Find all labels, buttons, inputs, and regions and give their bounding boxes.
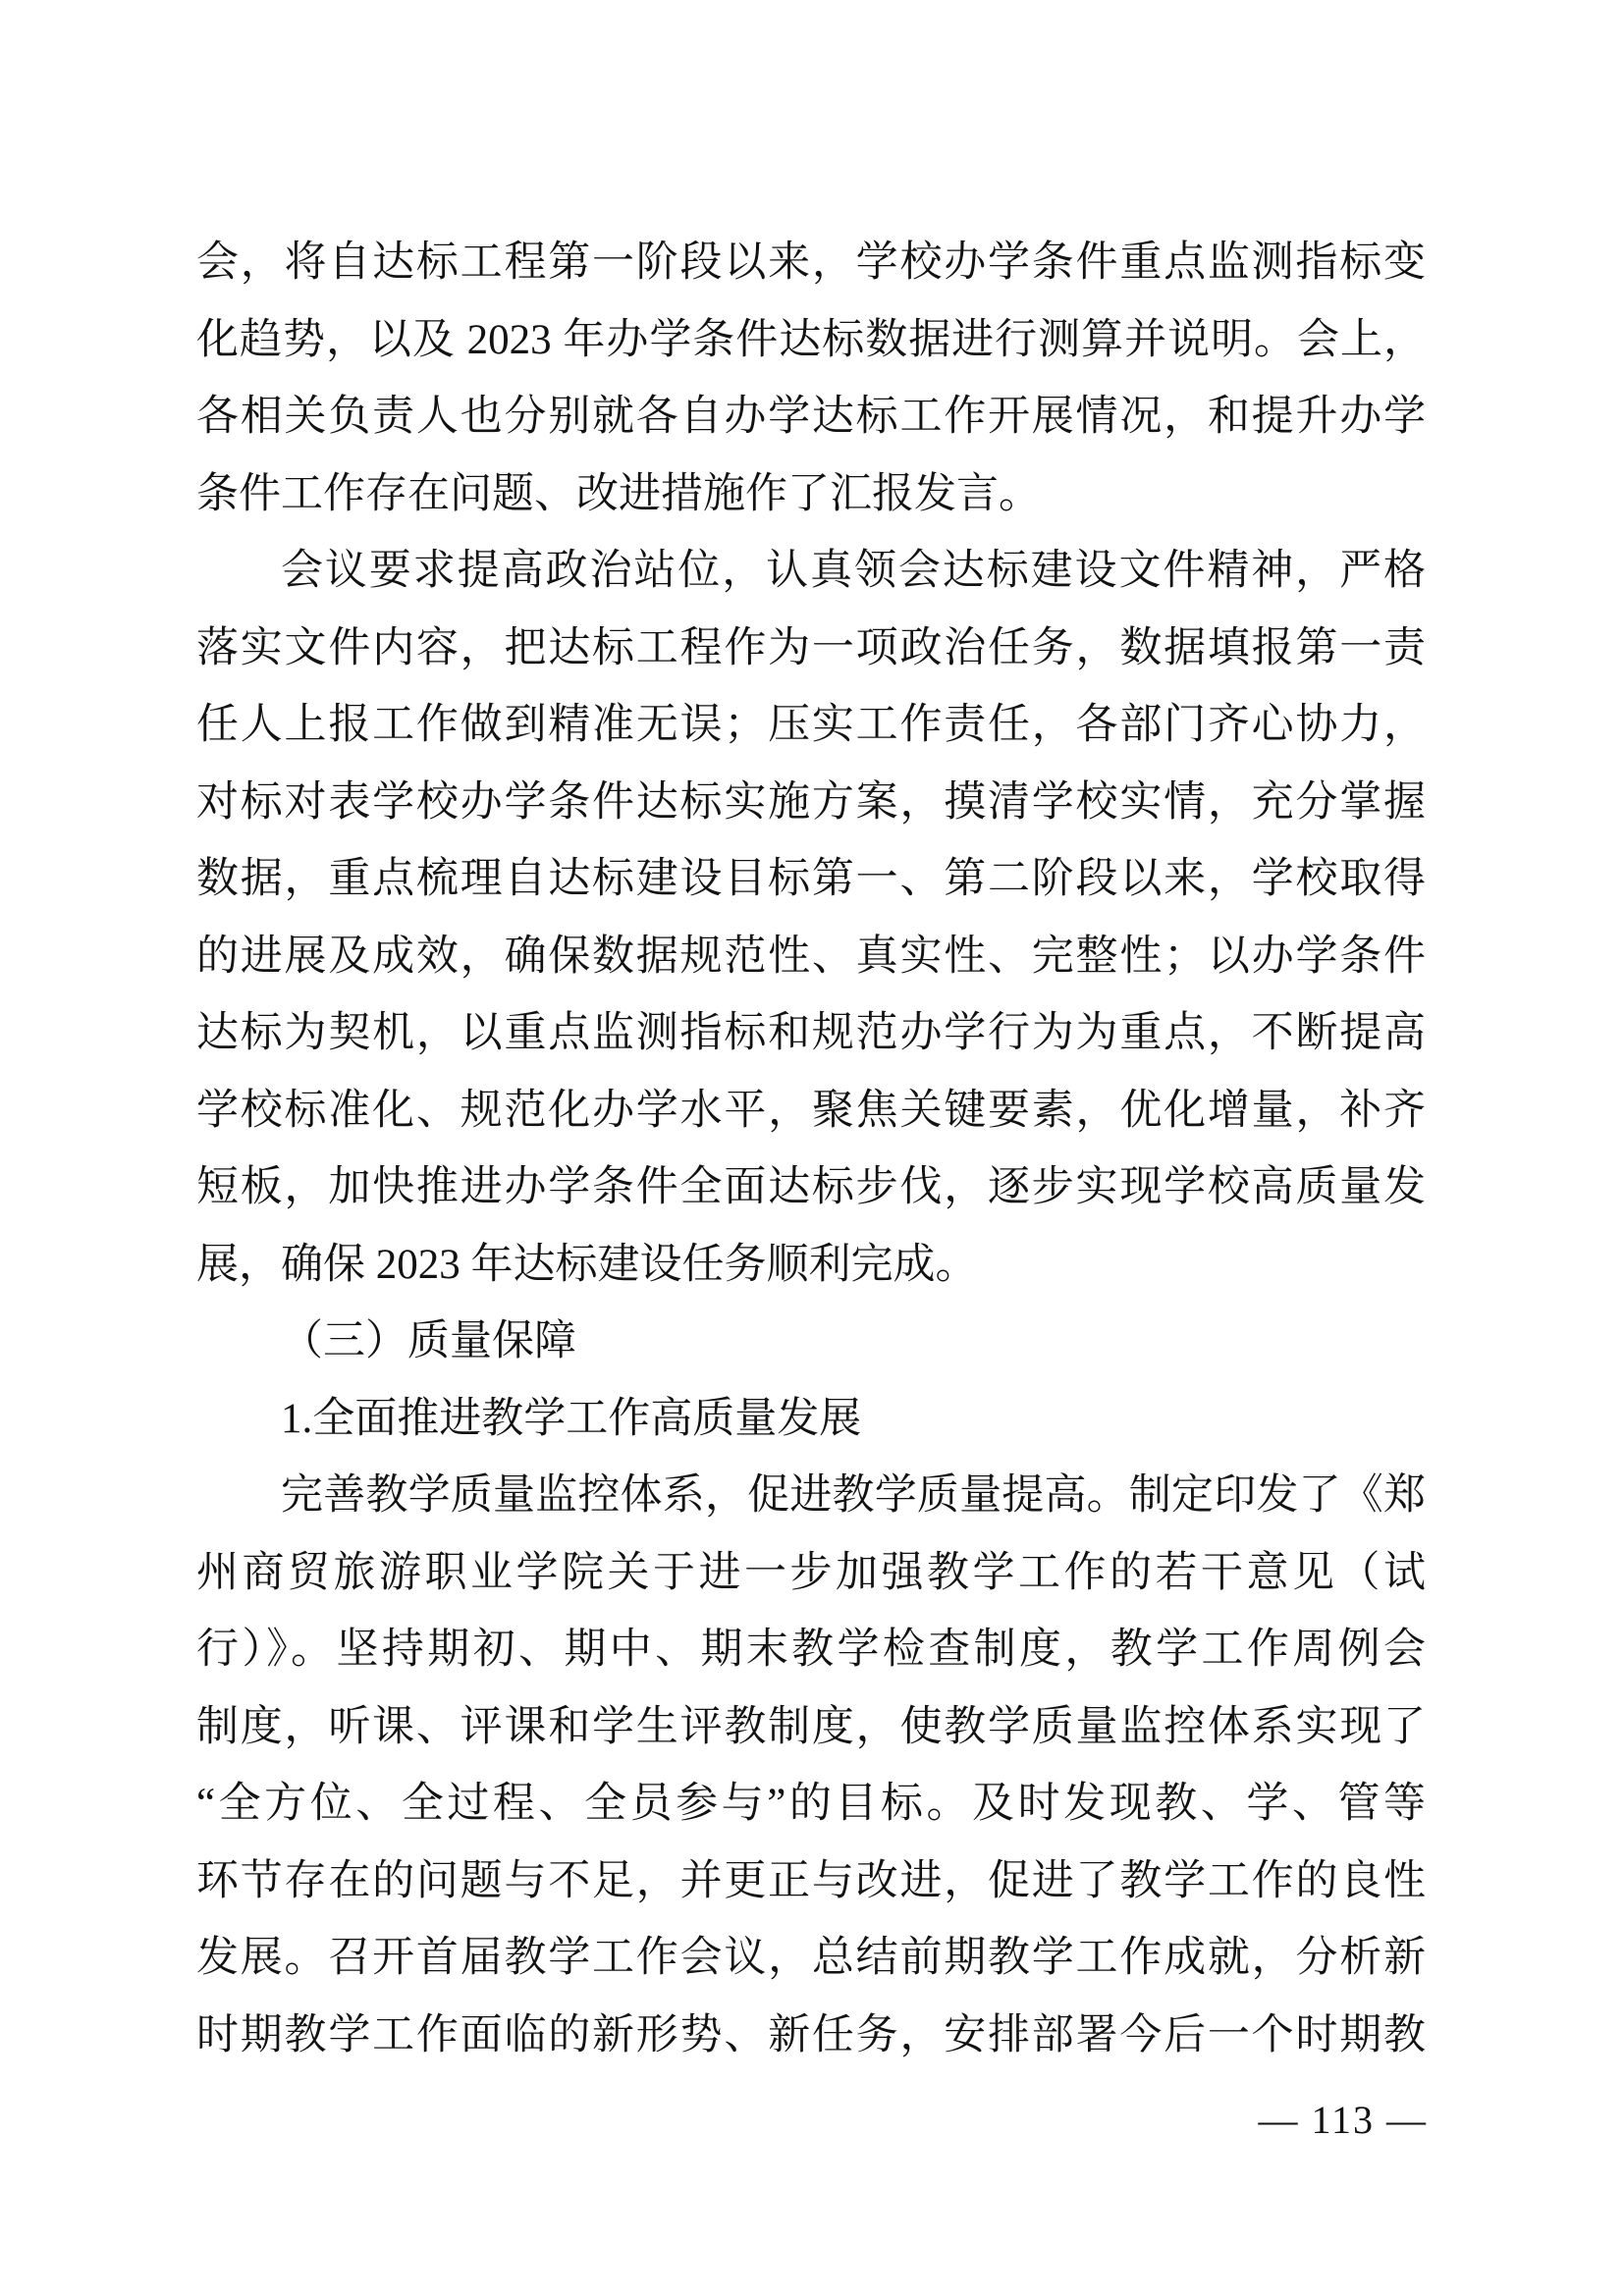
text-line: 时期教学工作面临的新形势、新任务，安排部署今后一个时期教 (196, 2011, 1426, 2058)
text-line: 对标对表学校办学条件达标实施方案，摸清学校实情，充分掌握 (196, 778, 1426, 826)
text-line: 短板，加快推进办学条件全面达标步伐，逐步实现学校高质量发 (196, 1164, 1426, 1210)
text-line: 落实文件内容，把达标工程作为一项政治任务，数据填报第一责 (196, 624, 1426, 671)
text-line: 会议要求提高政治站位，认真领会达标建设文件精神，严格 (281, 548, 1426, 594)
text-line: 数据，重点梳理自达标建设目标第一、第二阶段以来，学校取得 (196, 856, 1426, 902)
document-body (196, 225, 1426, 2074)
text-line: 1.全面推进教学工作高质量发展 (281, 1395, 862, 1442)
text-line: 发展。召开首届教学工作会议，总结前期教学工作成就，分析新 (196, 1935, 1426, 1981)
text-line: 化趋势，以及 2023 年办学条件达标数据进行测算并说明。会上， (196, 316, 1426, 363)
text-line: 完善教学质量监控体系，促进教学质量提高。制定印发了《郑 (281, 1472, 1426, 1519)
text-line: 会，将自达标工程第一阶段以来，学校办学条件重点监测指标变 (196, 240, 1426, 286)
text-line: 条件工作存在问题、改进措施作了汇报发言。 (196, 470, 1041, 517)
text-line: 达标为契机，以重点监测指标和规范办学行为为重点，不断提高 (196, 1010, 1426, 1056)
text-line: 学校标准化、规范化办学水平，聚焦关键要素，优化增量，补齐 (196, 1087, 1426, 1134)
text-line: 的进展及成效，确保数据规范性、真实性、完整性；以办学条件 (196, 933, 1426, 980)
page-number: — 113 — (1258, 2098, 1428, 2142)
text-line: （三）质量保障 (281, 1318, 576, 1364)
text-line: 任人上报工作做到精准无误；压实工作责任，各部门齐心协力， (196, 702, 1426, 748)
text-line: 各相关负责人也分别就各自办学达标工作开展情况，和提升办学 (196, 394, 1426, 440)
text-line: “全方位、全过程、全员参与”的目标。及时发现教、学、管等 (196, 1781, 1426, 1827)
text-line: 制度，听课、评课和学生评教制度，使教学质量监控体系实现了 (196, 1703, 1426, 1750)
text-line: 州商贸旅游职业学院关于进一步加强教学工作的若干意见（试 (196, 1549, 1426, 1596)
text-line: 行）》。坚持期初、期中、期末教学检查制度，教学工作周例会 (196, 1627, 1426, 1673)
text-line: 展，确保 2023 年达标建设任务顺利完成。 (196, 1241, 978, 1288)
text-line: 环节存在的问题与不足，并更正与改进，促进了教学工作的良性 (196, 1857, 1426, 1904)
